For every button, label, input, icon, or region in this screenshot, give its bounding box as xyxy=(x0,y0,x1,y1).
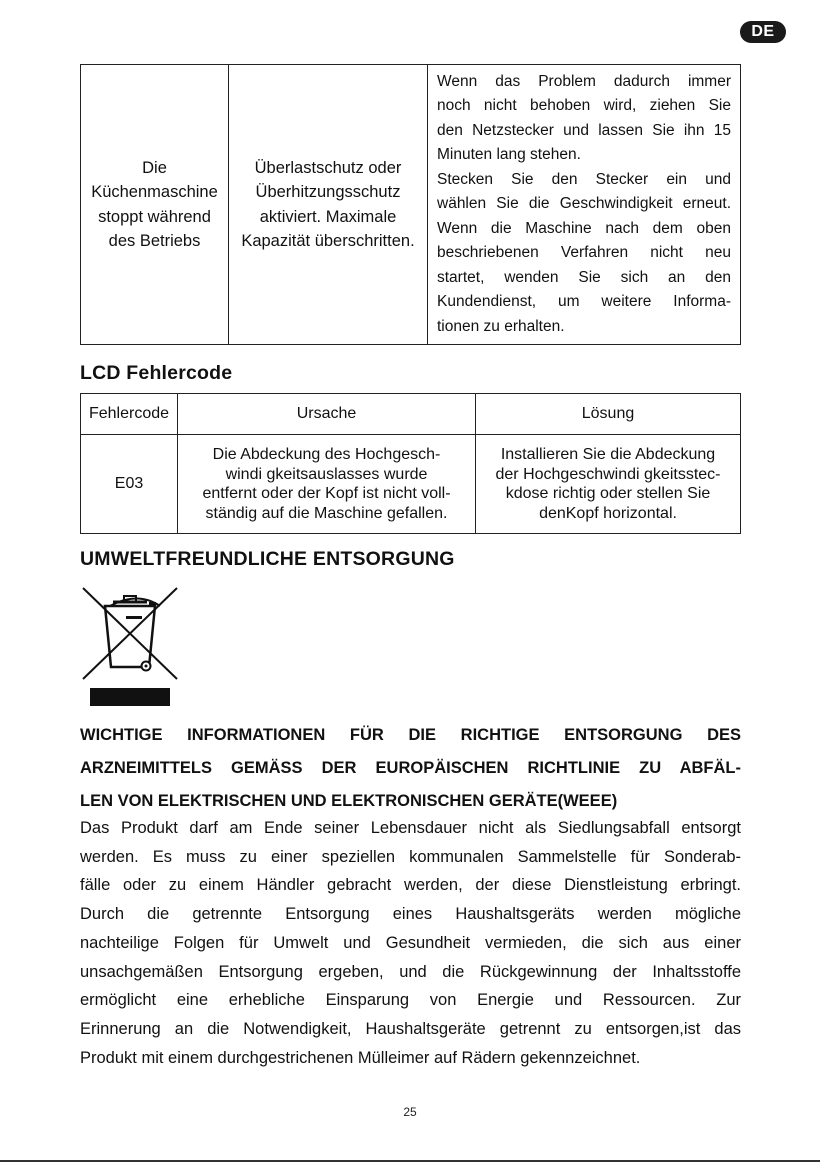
body-line: Erinnerung an die Notwendigkeit, Haushaltsgeräte getrennt zu entsorgen,ist das xyxy=(80,1019,741,1038)
solution-line: Kundendienst, um weitere Informa- xyxy=(437,293,731,311)
troubleshooting-table xyxy=(80,64,741,345)
solution-line: Minuten lang stehen. xyxy=(437,146,581,164)
cause-cell xyxy=(229,65,428,345)
weee-body-text xyxy=(80,814,741,1072)
body-line: nachteilige Folgen für Umwelt und Gesundheit vermieden, die sich aus einer xyxy=(80,933,741,952)
body-line: Durch die getrennte Entsorgung eines Haushaltsgeräts werden mögliche xyxy=(80,905,741,924)
problem-line: stoppt während xyxy=(98,207,211,226)
cause-line: aktiviert. Maximale xyxy=(259,207,397,226)
solution-line: startet, wenden Sie sich an den xyxy=(437,268,731,286)
body-line: werden. Es muss zu einer speziellen kommunalen Sammelstelle für Sonderab- xyxy=(80,847,741,866)
solution-line: denKopf horizontal. xyxy=(539,504,677,522)
body-line: unsachgemäßen Entsorgung ergeben, und die Rückgewinnung der Inhaltsstoffe xyxy=(80,962,741,981)
disposal-section-title: UMWELTFREUNDLICHE ENTSORGUNG xyxy=(80,548,455,570)
table-row xyxy=(81,435,741,534)
cause-line: Kapazität überschritten. xyxy=(241,232,415,250)
body-line: ermöglicht eine erhebliche Einsparung von Energie und Ressourcen. Zur xyxy=(80,991,741,1010)
solution-cell xyxy=(476,435,741,534)
problem-line: Küchenmaschine xyxy=(91,183,218,201)
body-line: Produkt mit einem durchgestrichenen Mülleimer auf Rädern gekennzeichnet. xyxy=(80,1048,641,1067)
language-badge: DE xyxy=(740,21,786,43)
solution-line: noch nicht behoben wird, ziehen Sie xyxy=(437,97,731,115)
crossed-out-wheelie-bin-icon xyxy=(80,585,180,709)
solution-line: Wenn das Problem dadurch immer xyxy=(437,72,731,90)
lcd-section-title: LCD Fehlercode xyxy=(80,362,233,384)
solution-line: kdose richtig oder stellen Sie xyxy=(505,485,711,502)
solution-line: den Netzstecker und lassen Sie ihn 15 xyxy=(437,121,731,139)
error-code-cell: E03 xyxy=(81,435,178,534)
header-solution: Lösung xyxy=(476,394,741,435)
weee-subtitle-line: LEN VON ELEKTRISCHEN UND ELEKTRONISCHEN GERÄTE(WEEE) xyxy=(80,792,618,810)
cause-line: windi gkeitsauslasses wurde xyxy=(225,465,428,483)
cause-cell xyxy=(178,435,476,534)
page-number: 25 xyxy=(403,1105,417,1119)
solution-line: Wenn die Maschine nach dem oben xyxy=(437,219,731,237)
cause-line: ständig auf die Maschine gefallen. xyxy=(205,504,448,522)
weee-subtitle-line: ARZNEIMITTELS GEMÄSS DER EUROPÄISCHEN RICHTLINIE ZU ABFÄL- xyxy=(80,759,741,777)
solution-line: tionen zu erhalten. xyxy=(437,317,565,335)
cause-line: entfernt oder der Kopf ist nicht voll- xyxy=(202,485,451,502)
solution-line: Stecken Sie den Stecker ein und xyxy=(437,170,731,188)
body-line: fälle oder zu einem Händler gebracht werden, der diese Dienstleistung erbringt. xyxy=(80,876,741,895)
problem-line: Die xyxy=(142,158,167,177)
bottom-divider xyxy=(0,1160,820,1162)
cause-line: Überhitzungsschutz xyxy=(255,183,401,201)
header-cause: Ursache xyxy=(178,394,476,435)
solution-line: der Hochgeschwindi gkeitsstec- xyxy=(495,465,721,483)
weee-subtitle xyxy=(80,719,741,818)
cause-line: Überlastschutz oder xyxy=(254,158,402,177)
problem-line: des Betriebs xyxy=(108,232,201,250)
weee-subtitle-line: WICHTIGE INFORMATIONEN FÜR DIE RICHTIGE ENTSORGUNG DES xyxy=(80,726,741,744)
solution-line: Installieren Sie die Abdeckung xyxy=(500,446,716,463)
cause-line: Die Abdeckung des Hochgesch- xyxy=(212,446,441,463)
solution-cell xyxy=(428,65,741,345)
table-row xyxy=(81,65,741,345)
body-line: Das Produkt darf am Ende seiner Lebensdauer nicht als Siedlungsabfall entsorgt xyxy=(80,819,741,837)
header-code: Fehlercode xyxy=(81,394,178,435)
solution-line: beschriebenen Verfahren nicht neu xyxy=(437,244,731,262)
solution-line: wählen Sie die Geschwindigkeit erneut. xyxy=(437,195,731,213)
lcd-error-table xyxy=(80,393,741,534)
table-header-row xyxy=(81,394,741,435)
problem-cell xyxy=(81,65,229,345)
